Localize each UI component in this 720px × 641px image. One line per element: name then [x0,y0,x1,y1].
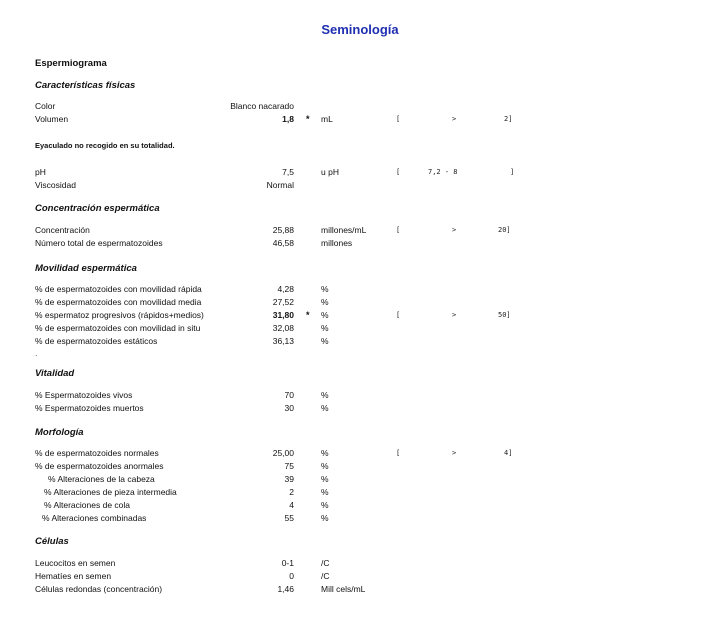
ph-ref-range: 7,2 - 8 [428,168,458,176]
total-sperm-value: 46,58 [272,238,294,248]
static-unit: % [321,336,329,346]
concentration-label: Concentración [35,225,90,235]
volume-flag: * [306,114,310,124]
section-motility: Movilidad espermática [35,263,137,274]
volume-label: Volumen [35,114,69,124]
volume-unit: mL [321,114,333,124]
rapid-motility-unit: % [321,284,329,294]
dead-unit: % [321,403,329,413]
ph-ref-close: ] [510,168,515,176]
head-alteration-value: 39 [284,474,294,484]
concentration-value: 25,88 [272,225,294,235]
section-spermiogram: Espermiograma [35,58,107,69]
abnormal-unit: % [321,461,329,471]
medium-motility-value: 27,52 [272,297,294,307]
ph-ref-open: [ [396,168,401,176]
section-cells: Células [35,536,69,547]
erythrocytes-unit: /C [321,571,330,581]
normal-label: % de espermatozoides normales [35,448,159,458]
section-concentration: Concentración espermática [35,203,160,214]
round-cells-value: 1,46 [277,584,294,594]
alive-label: % Espermatozoides vivos [35,390,133,400]
color-label: Color [35,101,56,111]
combined-alteration-label: % Alteraciones combinadas [42,513,147,523]
stray-dot: . [35,348,38,358]
head-alteration-unit: % [321,474,329,484]
alive-unit: % [321,390,329,400]
collection-note: Eyaculado no recogido en su totalidad. [35,141,175,150]
section-vitality: Vitalidad [35,368,75,379]
rapid-motility-label: % de espermatozoides con movilidad rápida [35,284,202,294]
total-sperm-label: Número total de espermatozoides [35,238,163,248]
dead-label: % Espermatozoides muertos [35,403,144,413]
volume-value: 1,8 [282,114,294,124]
section-morphology: Morfología [35,427,84,438]
round-cells-unit: Mill cels/mL [321,584,366,594]
concentration-ref-gt: > [452,226,457,234]
normal-ref-open: [ [396,449,401,457]
concentration-unit: millones/mL [321,225,367,235]
ph-unit: u pH [321,167,339,177]
volume-ref-close: 2] [504,115,513,123]
tail-alteration-value: 4 [289,500,294,510]
volume-ref-open: [ [396,115,401,123]
erythrocytes-value: 0 [289,571,294,581]
leukocytes-unit: /C [321,558,330,568]
tail-alteration-unit: % [321,500,329,510]
insitu-motility-unit: % [321,323,329,333]
rapid-motility-value: 4,28 [277,284,294,294]
leukocytes-value: 0-1 [281,558,294,568]
viscosity-label: Viscosidad [35,180,76,190]
round-cells-label: Células redondas (concentración) [35,584,163,594]
normal-ref-gt: > [452,449,457,457]
normal-unit: % [321,448,329,458]
progressive-ref-close: 50] [498,311,511,319]
ph-label: pH [35,167,46,177]
erythrocytes-label: Hematíes en semen [35,571,112,581]
concentration-ref-close: 20] [498,226,511,234]
midpiece-alteration-value: 2 [289,487,294,497]
static-value: 36,13 [272,336,294,346]
viscosity-value: Normal [266,180,294,190]
progressive-value: 31,80 [272,310,294,320]
total-sperm-unit: millones [321,238,353,248]
abnormal-label: % de espermatozoides anormales [35,461,164,471]
alive-value: 70 [284,390,294,400]
progressive-ref-gt: > [452,311,457,319]
concentration-ref-open: [ [396,226,401,234]
insitu-motility-value: 32,08 [272,323,294,333]
progressive-flag: * [306,310,310,320]
abnormal-value: 75 [284,461,294,471]
combined-alteration-value: 55 [284,513,294,523]
normal-ref-close: 4] [504,449,513,457]
combined-alteration-unit: % [321,513,329,523]
tail-alteration-label: % Alteraciones de cola [44,500,130,510]
midpiece-alteration-label: % Alteraciones de pieza intermedia [44,487,177,497]
head-alteration-label: % Alteraciones de la cabeza [48,474,155,484]
medium-motility-label: % de espermatozoides con movilidad media [35,297,202,307]
page-title: Seminología [321,22,399,37]
medium-motility-unit: % [321,297,329,307]
progressive-label: % espermatoz progresivos (rápidos+medios) [35,310,204,320]
midpiece-alteration-unit: % [321,487,329,497]
progressive-ref-open: [ [396,311,401,319]
ph-value: 7,5 [282,167,294,177]
section-physical: Características físicas [35,80,136,91]
insitu-motility-label: % de espermatozoides con movilidad in situ [35,323,201,333]
static-label: % de espermatozoides estáticos [35,336,158,346]
dead-value: 30 [284,403,294,413]
normal-value: 25,00 [272,448,294,458]
color-value: Blanco nacarado [230,101,294,111]
leukocytes-label: Leucocitos en semen [35,558,116,568]
progressive-unit: % [321,310,329,320]
volume-ref-gt: > [452,115,457,123]
